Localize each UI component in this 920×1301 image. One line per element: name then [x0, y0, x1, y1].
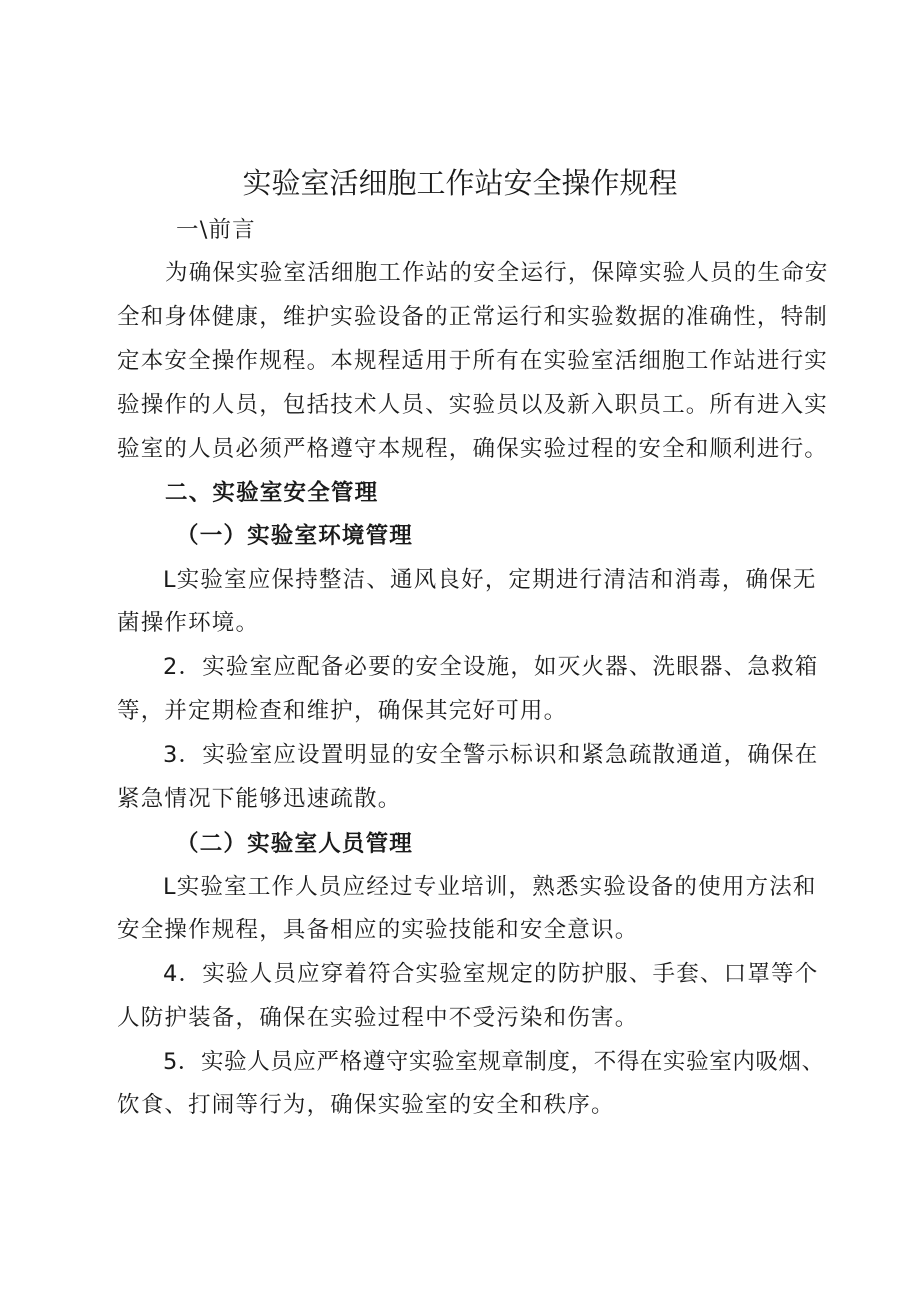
staff-item-1-line-2: 安全操作规程，具备相应的实验技能和安全意识。	[117, 917, 639, 943]
env-item-3-line-2: 紧急情况下能够迅速疏散。	[117, 786, 402, 812]
env-item-3-line-1: 3．实验室应设置明显的安全警示标识和紧急疏散通道，确保在	[163, 742, 819, 768]
preface-heading: 一\前言	[176, 217, 256, 243]
preface-line-4: 验操作的人员，包括技术人员、实验员以及新入职员工。所有进入实	[117, 392, 829, 418]
env-item-1-line-2: 菌操作环境。	[117, 610, 260, 636]
preface-line-2: 全和身体健康，维护实验设备的正常运行和实验数据的准确性，特制	[117, 304, 829, 330]
env-item-2-line-2: 等，并定期检查和维护，确保其完好可用。	[117, 698, 568, 724]
staff-item-1-line-1: L实验室工作人员应经过专业培训，熟悉实验设备的使用方法和	[163, 874, 817, 900]
document-title: 实验室活细胞工作站安全操作规程	[242, 166, 678, 200]
env-item-1-line-1: L实验室应保持整洁、通风良好，定期进行清洁和消毒，确保无	[163, 567, 817, 593]
staff-item-3-line-2: 饮食、打闹等行为，确保实验室的安全和秩序。	[117, 1092, 615, 1118]
subsection-1-heading: （一）实验室环境管理	[176, 523, 414, 549]
section-2-heading: 二、实验室安全管理	[165, 480, 379, 506]
env-item-2-line-1: 2．实验室应配备必要的安全设施，如灭火器、洗眼器、急救箱	[163, 654, 819, 680]
subsection-2-heading: （二）实验室人员管理	[176, 831, 414, 857]
staff-item-2-line-1: 4．实验人员应穿着符合实验室规定的防护服、手套、口罩等个	[163, 961, 819, 987]
preface-line-3: 定本安全操作规程。本规程适用于所有在实验室活细胞工作站进行实	[117, 348, 829, 374]
preface-line-5: 验室的人员必须严格遵守本规程，确保实验过程的安全和顺利进行。	[117, 436, 829, 462]
preface-line-1: 为确保实验室活细胞工作站的安全运行，保障实验人员的生命安	[165, 260, 829, 286]
staff-item-2-line-2: 人防护装备，确保在实验过程中不受污染和伤害。	[117, 1005, 639, 1031]
staff-item-3-line-1: 5．实验人员应严格遵守实验室规章制度，不得在实验室内吸烟、	[163, 1049, 825, 1075]
